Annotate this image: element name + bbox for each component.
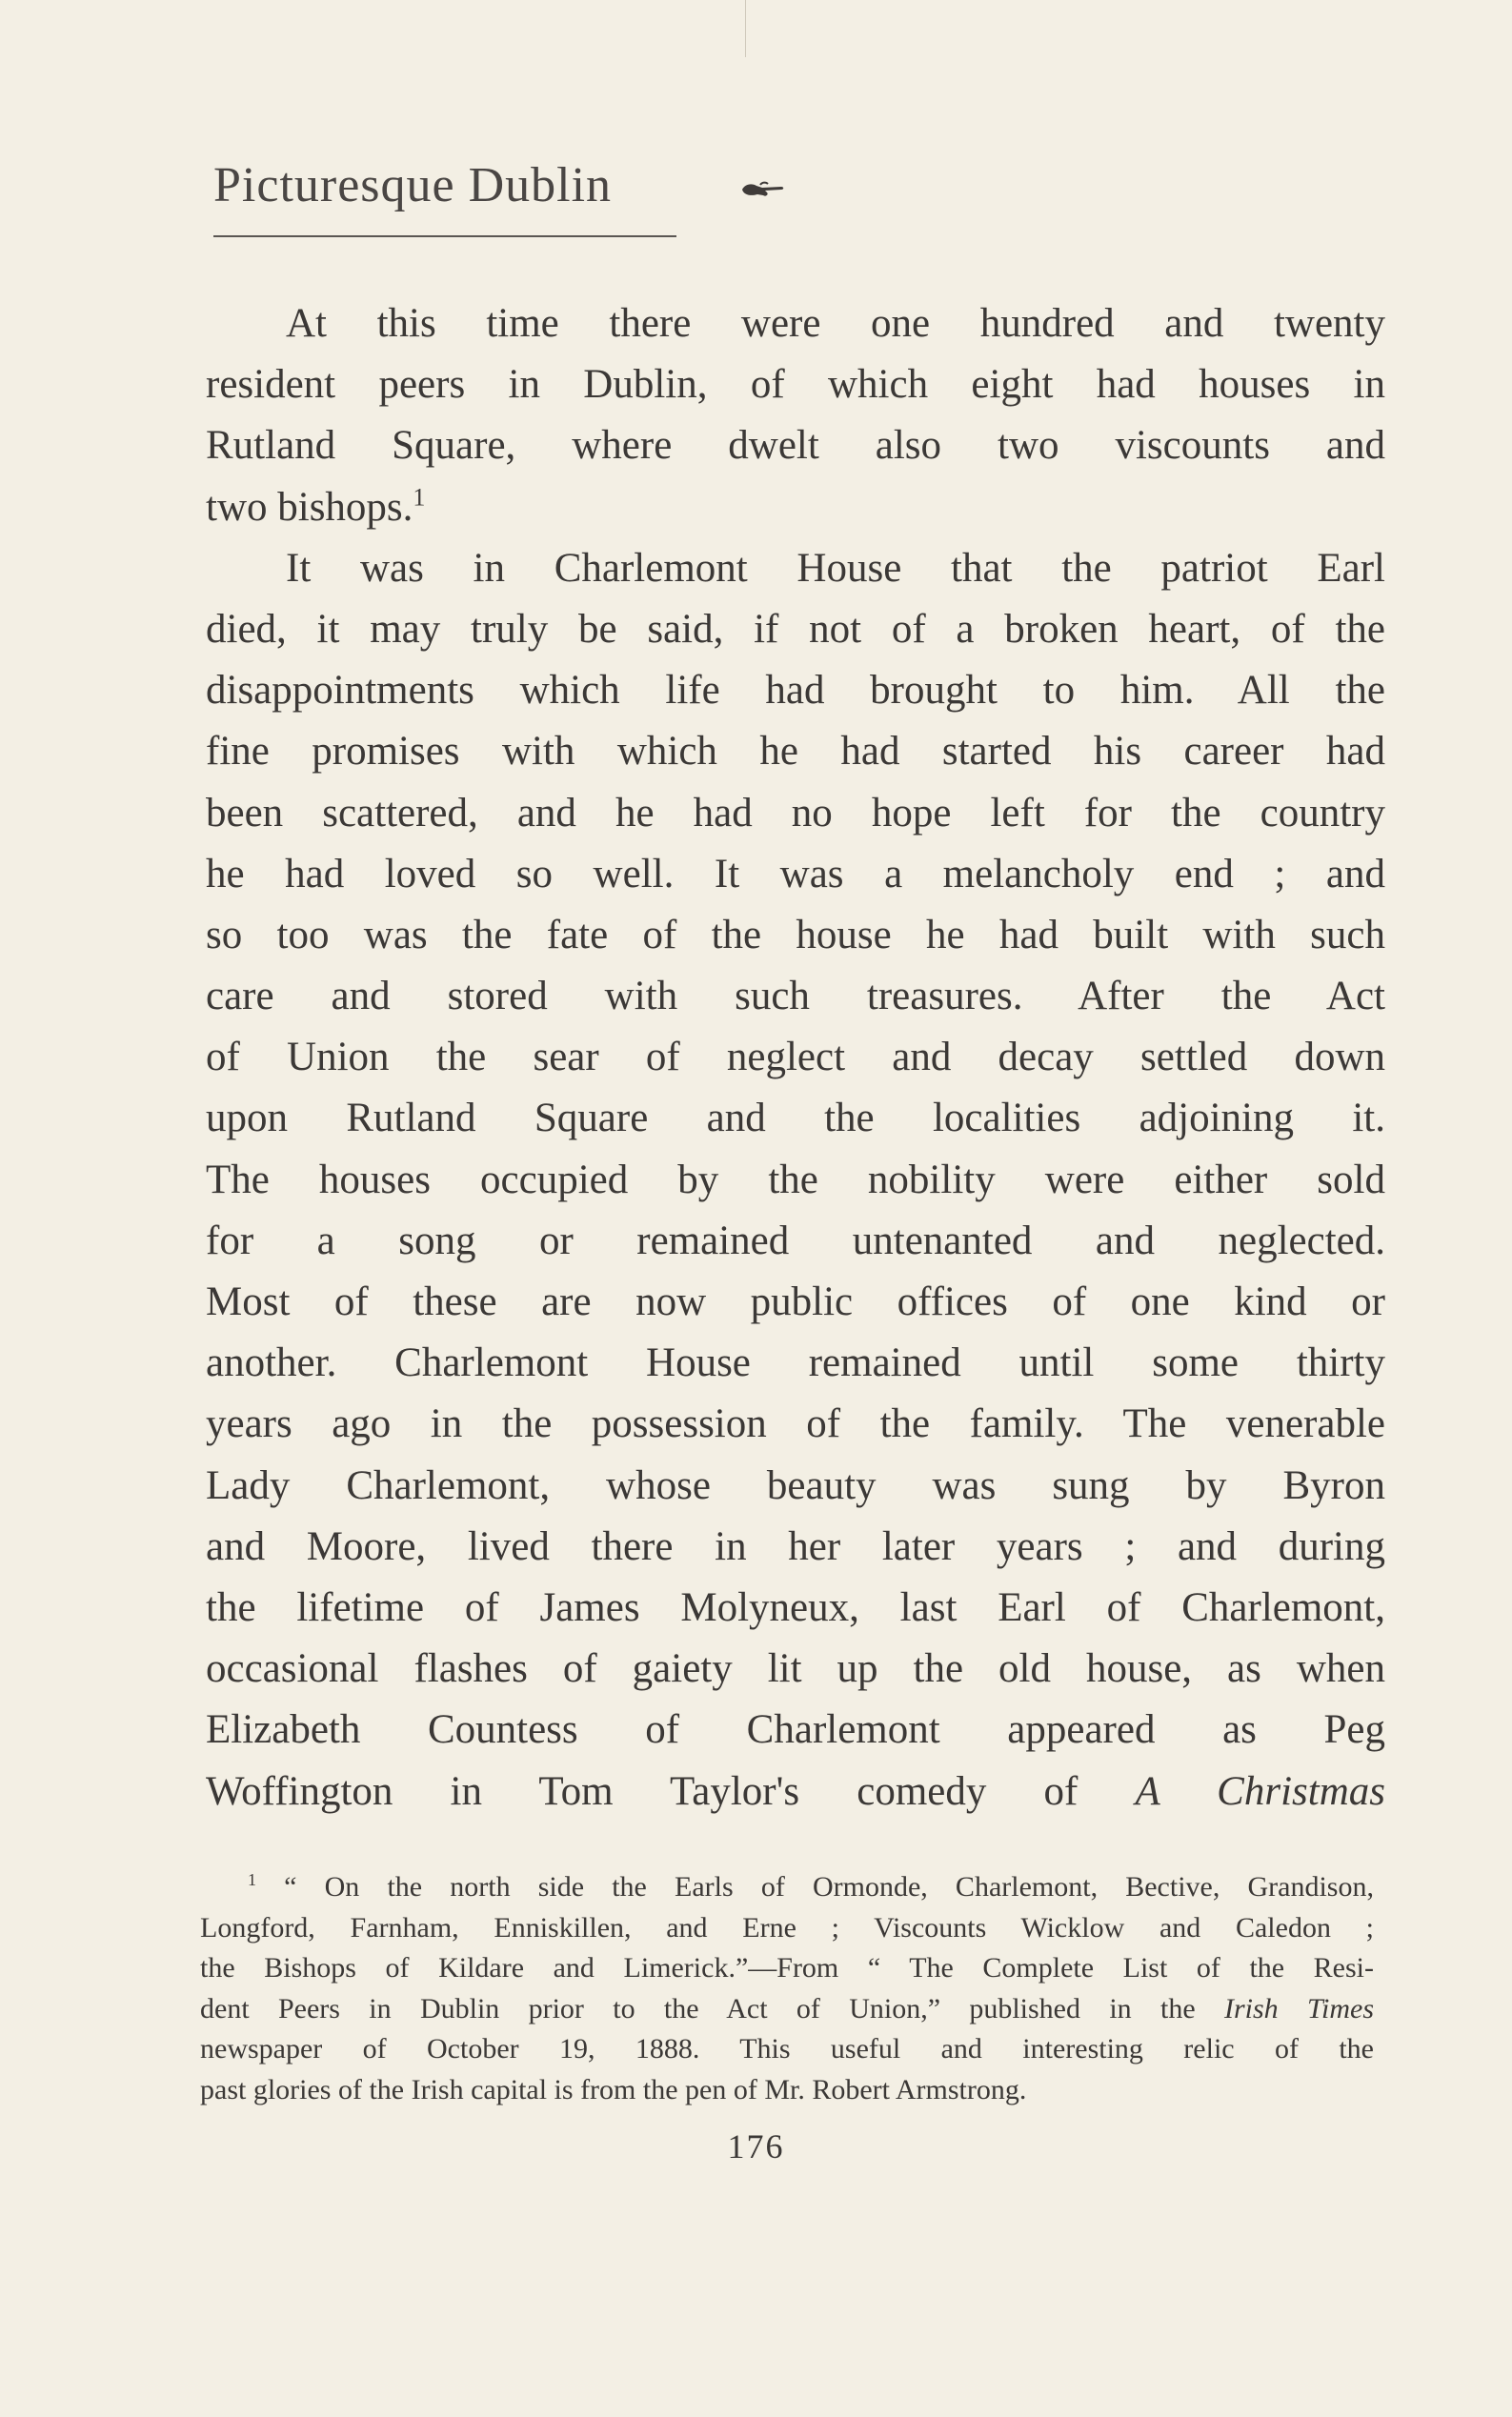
body-line: years ago in the possession of the family. The venerable	[206, 1401, 1385, 1447]
body-line: At this time there were one hundred and twenty	[286, 301, 1385, 346]
footnote-reference: 1	[413, 483, 426, 512]
head-rule	[213, 235, 676, 237]
footnote-line: the Bishops of Kildare and Limerick.”—From “ The Complete List of the Resi-	[200, 1952, 1374, 1984]
body-line: two bishops.$^1$	[206, 483, 426, 530]
body-line: of Union the sear of neglect and decay settled down	[206, 1035, 1385, 1080]
italic-title: A Christmas	[1135, 1768, 1385, 1814]
body-line: for a song or remained untenanted and neglected.	[206, 1218, 1385, 1263]
body-line: Woffington in Tom Taylor's comedy of A Christmas	[206, 1768, 1385, 1814]
body-line: upon Rutland Square and the localities adjoining it.	[206, 1096, 1385, 1141]
body-line: so too was the fate of the house he had built with such	[206, 912, 1385, 957]
body-line: care and stored with such treasures. After the Act	[206, 974, 1385, 1019]
body-line: The houses occupied by the nobility were either sold	[206, 1157, 1385, 1202]
footnote-line: dent Peers in Dublin prior to the Act of Union,” published in the Irish Times	[200, 1992, 1374, 2024]
body-line: he had loved so well. It was a melancholy end ; and	[206, 851, 1385, 896]
footnote-marker: 1	[248, 1870, 256, 1889]
body-line: resident peers in Dublin, of which eight had houses in	[206, 362, 1385, 408]
body-line: another. Charlemont House remained until some thirty	[206, 1340, 1385, 1386]
body-line: Most of these are now public offices of one kind or	[206, 1279, 1385, 1324]
pointing-hand-icon	[739, 176, 787, 205]
italic-title: Irish Times	[1223, 1992, 1374, 2024]
running-title: Picturesque Dublin	[213, 158, 613, 212]
running-head	[213, 157, 995, 243]
body-line: the lifetime of James Molyneux, last Earl of Charlemont,	[206, 1584, 1385, 1630]
body-line: died, it may truly be said, if not of a broken heart, of the	[206, 606, 1385, 652]
body-text	[206, 293, 1385, 1823]
body-line: fine promises with which he had started his career had	[206, 729, 1385, 775]
body-line: Lady Charlemont, whose beauty was sung by Byron	[206, 1462, 1385, 1508]
body-line: been scattered, and he had no hope left for the country	[206, 790, 1385, 836]
footnote-line: past glories of the Irish capital is from the pen of Mr. Robert Armstrong.	[200, 2073, 1027, 2105]
body-line: disappointments which life had brought to him. All the	[206, 668, 1385, 714]
page-number: 176	[727, 2127, 785, 2165]
footnote	[200, 1867, 1374, 2110]
footnote-line: newspaper of October 19, 1888. This useful and interesting relic of the	[200, 2033, 1374, 2065]
body-line: Elizabeth Countess of Charlemont appeared as Peg	[206, 1707, 1385, 1753]
footnote-line: Longford, Farnham, Enniskillen, and Erne ; Viscounts Wicklow and Caledon ;	[200, 1911, 1374, 1944]
footnote-line: $^1$ “ On the north side the Earls of Ormonde, Charlemont, Bective, Grandison,	[248, 1870, 1374, 1903]
gutter-line	[745, 0, 746, 57]
body-line: It was in Charlemont House that the patriot Earl	[286, 545, 1385, 591]
body-line: Rutland Square, where dwelt also two viscounts and	[206, 423, 1385, 469]
body-line: and Moore, lived there in her later years ; and during	[206, 1523, 1385, 1569]
body-line: occasional flashes of gaiety lit up the old house, as when	[206, 1646, 1385, 1692]
